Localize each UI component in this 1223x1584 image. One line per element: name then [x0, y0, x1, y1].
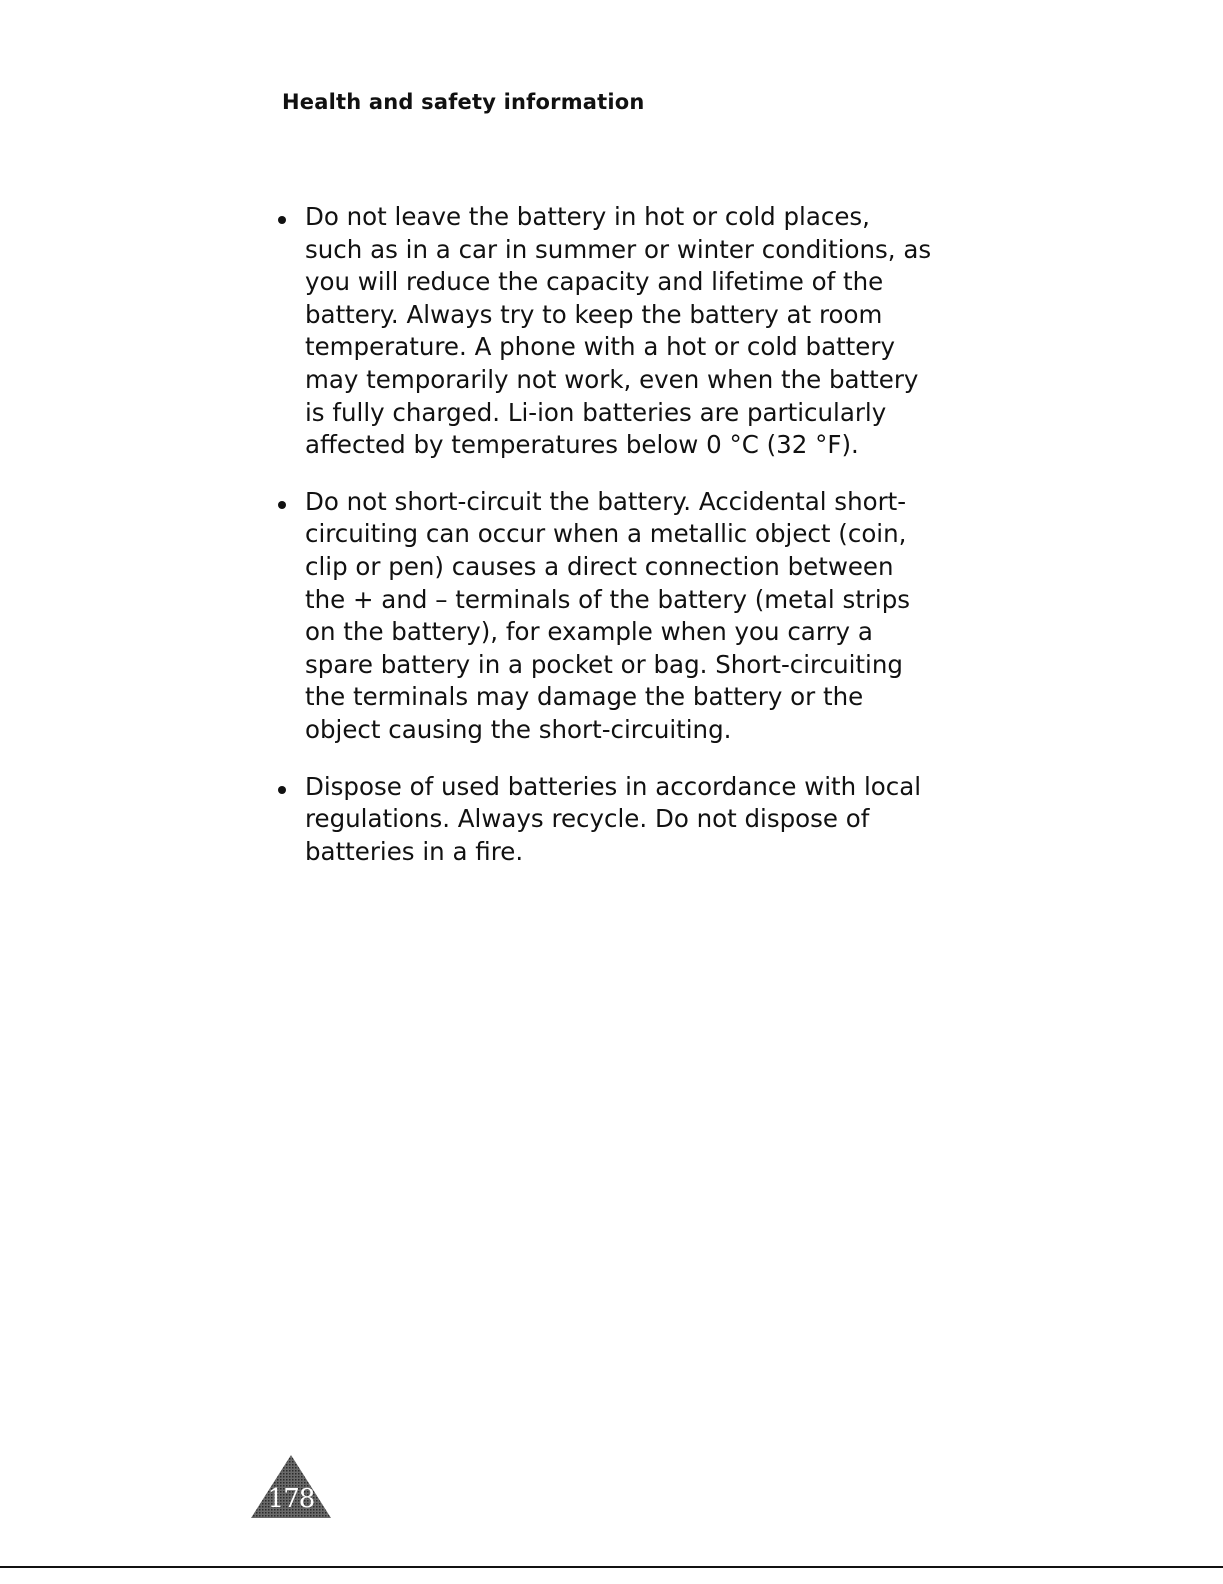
bullet-text: Dispose of used batteries in accordance with local regulations. Always recycle. Do not dispose of batteries in a fire.	[305, 771, 922, 866]
bullet-item	[272, 771, 932, 869]
bullet-dot-icon	[278, 216, 286, 224]
bullet-dot-icon	[278, 786, 286, 794]
page-number-badge	[250, 1455, 332, 1519]
bottom-rule	[0, 1566, 1223, 1568]
bullet-list	[272, 201, 932, 892]
bullet-text: Do not leave the battery in hot or cold places, such as in a car in summer or winter conditions, as you will reduce the capacity and lifetime of the battery. Always try to keep the battery at room temperature. A phone with a hot or cold battery may temporarily not work, even when the battery is fully charged. Li-ion batteries are particularly affected by temperatures below 0 °C (32 °F).	[305, 202, 932, 460]
page-number: 178	[267, 1484, 315, 1514]
bullet-item	[272, 486, 932, 747]
bullet-text: Do not short-circuit the battery. Accidental short-circuiting can occur when a metallic object (coin, clip or pen) causes a direct connection between the + and – terminals of the battery (metal strips on the battery), for example when you carry a spare battery in a pocket or bag. Short-circuiting the terminals may damage the battery or the object causing the short-circuiting.	[305, 486, 911, 744]
section-header: Health and safety information	[282, 90, 645, 114]
bullet-item	[272, 201, 932, 462]
bullet-dot-icon	[278, 501, 286, 509]
